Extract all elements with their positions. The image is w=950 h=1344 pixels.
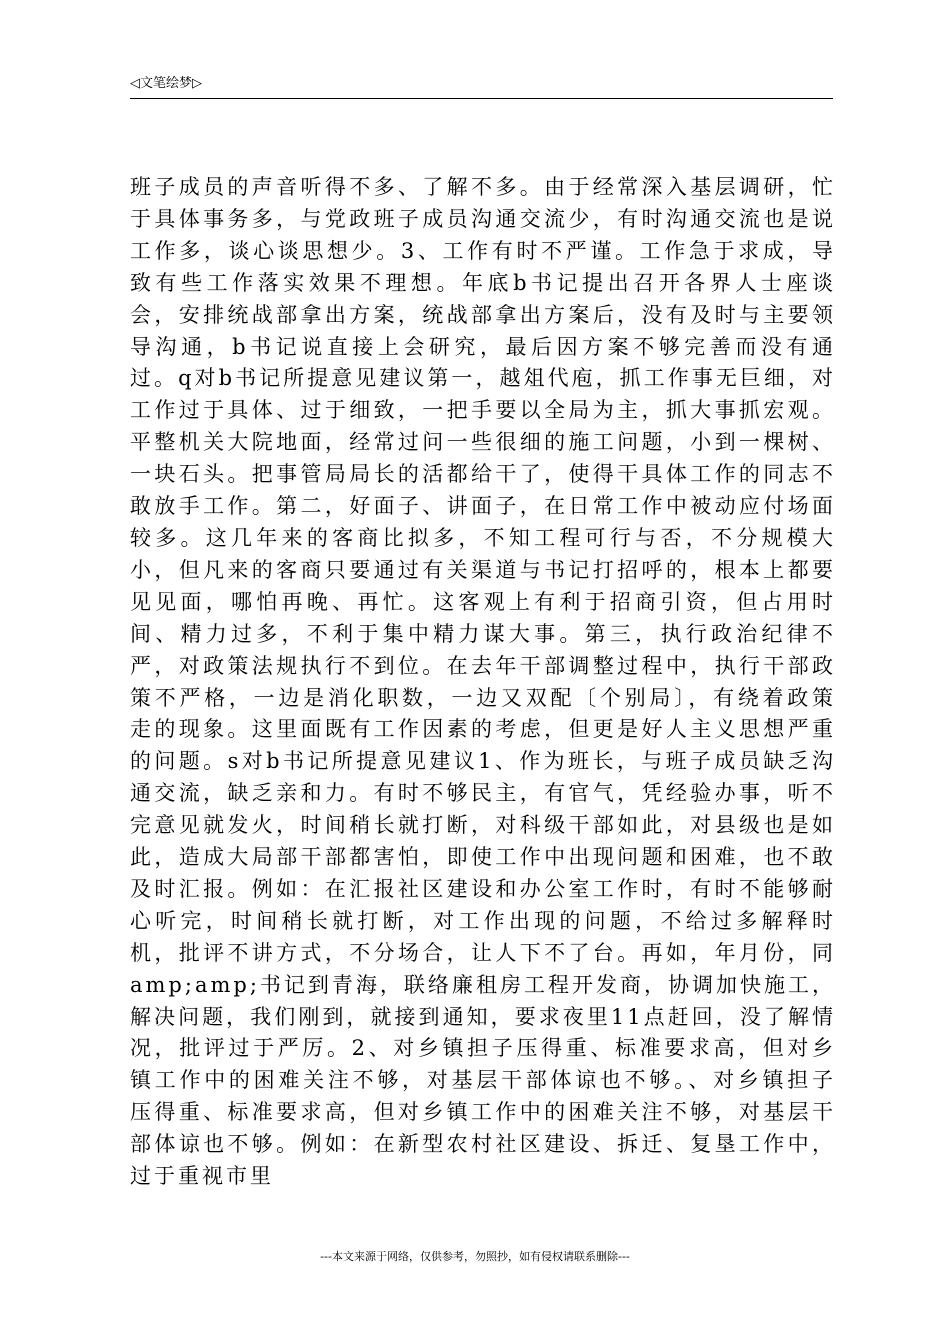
document-body-text: 班子成员的声音听得不多、了解不多。由于经常深入基层调研，忙于具体事务多，与党政班子成员沟通交流少，有时沟通交流也是说工作多，谈心谈思想少。3、工作有时不严谨。工作急于求成，导致有些工作落实效果不理想。年底b书记提出召开各界人士座谈会，安排统战部拿出方案，统战部拿出方案后，没有及时与主要领导沟通，b书记说直接上会研究，最后因方案不够完善而没有通过。q对b书记所提意见建议第一，越俎代庖，抓工作事无巨细，对工作过于具体、过于细致，一把手要以全局为主，抓大事抓宏观。平整机关大院地面，经常过问一些很细的施工问题，小到一棵树、一块石头。把事管局局长的活都给干了，使得干具体工作的同志不敢放手工作。第二，好面子、讲面子，在日常工作中被动应付场面较多。这几年来的客商比拟多，不知工程可行与否，不分规模大小，但凡来的客商只要通过有关渠道与书记打招呼的，根本上都要见见面，哪怕再晚、再忙。这客观上有利于招商引资，但占用时间、精力过多，不利于集中精力谋大事。第三，执行政治纪律不严，对政策法规执行不到位。在去年干部调整过程中，执行干部政策不严格，一边是消化职数，一边又双配〔个别局〕，有绕着政策走的现象。这里面既有工作因素的考虑，但更是好人主义思想严重的问题。s对b书记所提意见建议1、作为班长，与班子成员缺乏沟通交流，缺乏亲和力。有时不够民主，有官气，凭经验办事，听不完意见就发火，时间稍长就打断，对科级干部如此，对县级也是如此，造成大局部干部都害怕，即使工作中出现问题和困难，也不敢及时汇报。例如：在汇报社区建设和办公室工作时，有时不能够耐心听完，时间稍长就打断，对工作出现的问题，不给过多解释时机，批评不讲方式，不分场合，让人下不了台。再如，年月份，同amp;amp;书记到青海，联络廉租房工程开发商，协调加快施工，解决问题，我们刚到，就接到通知，要求夜里11点赶回，没了解情况，批评过于严厉。2、对乡镇担子压得重、标准要求高，但对乡镇工作中的困难关注不够，对基层干部体谅也不够。、对乡镇担子压得重、标准要求高，但对乡镇工作中的困难关注不够，对基层干部体谅也不够。例如：在新型农村社区建设、拆迁、复垦工作中，过于重视市里: [130, 175, 836, 1189]
header-title: ◁文笔绘梦▷: [130, 76, 202, 91]
footer-notice: ---本文来源于网络，仅供参考，勿照抄，如有侵权请联系删除---: [320, 1250, 630, 1263]
page-header: [130, 74, 833, 99]
